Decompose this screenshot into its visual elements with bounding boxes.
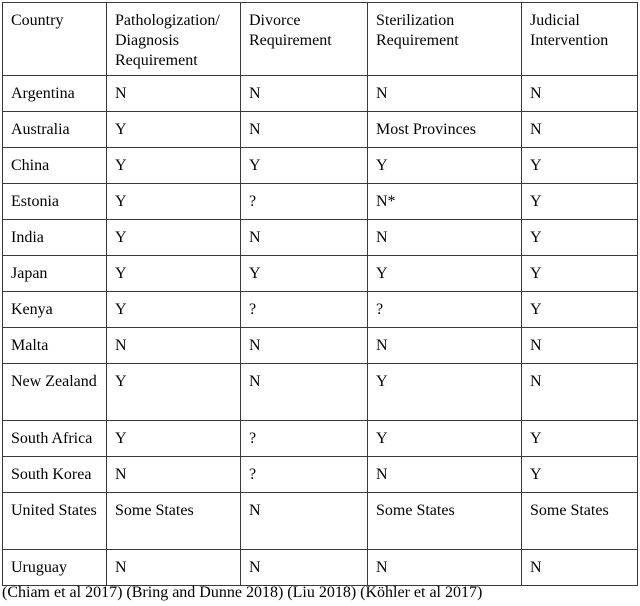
table-row bbox=[3, 550, 638, 586]
pathologization-cell: Y bbox=[107, 364, 241, 421]
divorce-cell: N bbox=[241, 76, 368, 112]
pathologization-cell: Y bbox=[107, 112, 241, 148]
legal-requirements-table bbox=[2, 2, 638, 586]
judicial-cell: Y bbox=[522, 421, 638, 457]
judicial-cell: Y bbox=[522, 148, 638, 184]
pathologization-cell: Y bbox=[107, 421, 241, 457]
divorce-cell: N bbox=[241, 364, 368, 421]
table-row bbox=[3, 421, 638, 457]
sterilization-cell: Y bbox=[368, 256, 522, 292]
table-row bbox=[3, 364, 638, 421]
pathologization-cell: Y bbox=[107, 292, 241, 328]
table-row bbox=[3, 184, 638, 220]
table-row bbox=[3, 112, 638, 148]
pathologization-cell: N bbox=[107, 328, 241, 364]
table-row bbox=[3, 493, 638, 550]
judicial-cell: Some States bbox=[522, 493, 638, 550]
table-row bbox=[3, 457, 638, 493]
pathologization-cell: N bbox=[107, 550, 241, 586]
table-container bbox=[2, 2, 637, 586]
pathologization-cell: N bbox=[107, 457, 241, 493]
table-row bbox=[3, 76, 638, 112]
pathologization-cell: Some States bbox=[107, 493, 241, 550]
header-sterilization: Sterilization Requirement bbox=[368, 3, 522, 76]
divorce-cell: ? bbox=[241, 184, 368, 220]
country-cell: Estonia bbox=[3, 184, 107, 220]
header-pathologization: Pathologization/ Diagnosis Requirement bbox=[107, 3, 241, 76]
sterilization-cell: N bbox=[368, 550, 522, 586]
sterilization-cell: N bbox=[368, 76, 522, 112]
header-judicial: Judicial Intervention bbox=[522, 3, 638, 76]
country-cell: Uruguay bbox=[3, 550, 107, 586]
judicial-cell: Y bbox=[522, 184, 638, 220]
country-cell: China bbox=[3, 148, 107, 184]
judicial-cell: Y bbox=[522, 220, 638, 256]
sterilization-cell: N bbox=[368, 457, 522, 493]
table-row bbox=[3, 328, 638, 364]
country-cell: Kenya bbox=[3, 292, 107, 328]
country-cell: United States bbox=[3, 493, 107, 550]
sterilization-cell: Y bbox=[368, 364, 522, 421]
header-country: Country bbox=[3, 3, 107, 76]
judicial-cell: Y bbox=[522, 457, 638, 493]
judicial-cell: N bbox=[522, 76, 638, 112]
divorce-cell: N bbox=[241, 112, 368, 148]
sterilization-cell: N* bbox=[368, 184, 522, 220]
table-row bbox=[3, 220, 638, 256]
country-cell: India bbox=[3, 220, 107, 256]
divorce-cell: ? bbox=[241, 292, 368, 328]
pathologization-cell: Y bbox=[107, 148, 241, 184]
sterilization-cell: Most Provinces bbox=[368, 112, 522, 148]
divorce-cell: Y bbox=[241, 148, 368, 184]
judicial-cell: N bbox=[522, 328, 638, 364]
judicial-cell: N bbox=[522, 112, 638, 148]
divorce-cell: Y bbox=[241, 256, 368, 292]
judicial-cell: Y bbox=[522, 256, 638, 292]
judicial-cell: Y bbox=[522, 292, 638, 328]
header-row bbox=[3, 3, 638, 76]
table-citation-caption: (Chiam et al 2017) (Bring and Dunne 2018) (Liu 2018) (Köhler et al 2017) bbox=[2, 584, 483, 601]
country-cell: South Korea bbox=[3, 457, 107, 493]
sterilization-cell: Y bbox=[368, 148, 522, 184]
divorce-cell: N bbox=[241, 493, 368, 550]
country-cell: Australia bbox=[3, 112, 107, 148]
table-row bbox=[3, 292, 638, 328]
divorce-cell: N bbox=[241, 550, 368, 586]
divorce-cell: N bbox=[241, 220, 368, 256]
table-row bbox=[3, 256, 638, 292]
sterilization-cell: ? bbox=[368, 292, 522, 328]
country-cell: South Africa bbox=[3, 421, 107, 457]
pathologization-cell: N bbox=[107, 76, 241, 112]
sterilization-cell: N bbox=[368, 328, 522, 364]
divorce-cell: ? bbox=[241, 421, 368, 457]
country-cell: Argentina bbox=[3, 76, 107, 112]
sterilization-cell: Some States bbox=[368, 493, 522, 550]
country-cell: New Zealand bbox=[3, 364, 107, 421]
country-cell: Japan bbox=[3, 256, 107, 292]
header-divorce: Divorce Requirement bbox=[241, 3, 368, 76]
pathologization-cell: Y bbox=[107, 184, 241, 220]
table-row bbox=[3, 148, 638, 184]
divorce-cell: N bbox=[241, 328, 368, 364]
pathologization-cell: Y bbox=[107, 220, 241, 256]
pathologization-cell: Y bbox=[107, 256, 241, 292]
divorce-cell: ? bbox=[241, 457, 368, 493]
judicial-cell: N bbox=[522, 550, 638, 586]
sterilization-cell: Y bbox=[368, 421, 522, 457]
sterilization-cell: N bbox=[368, 220, 522, 256]
country-cell: Malta bbox=[3, 328, 107, 364]
judicial-cell: N bbox=[522, 364, 638, 421]
